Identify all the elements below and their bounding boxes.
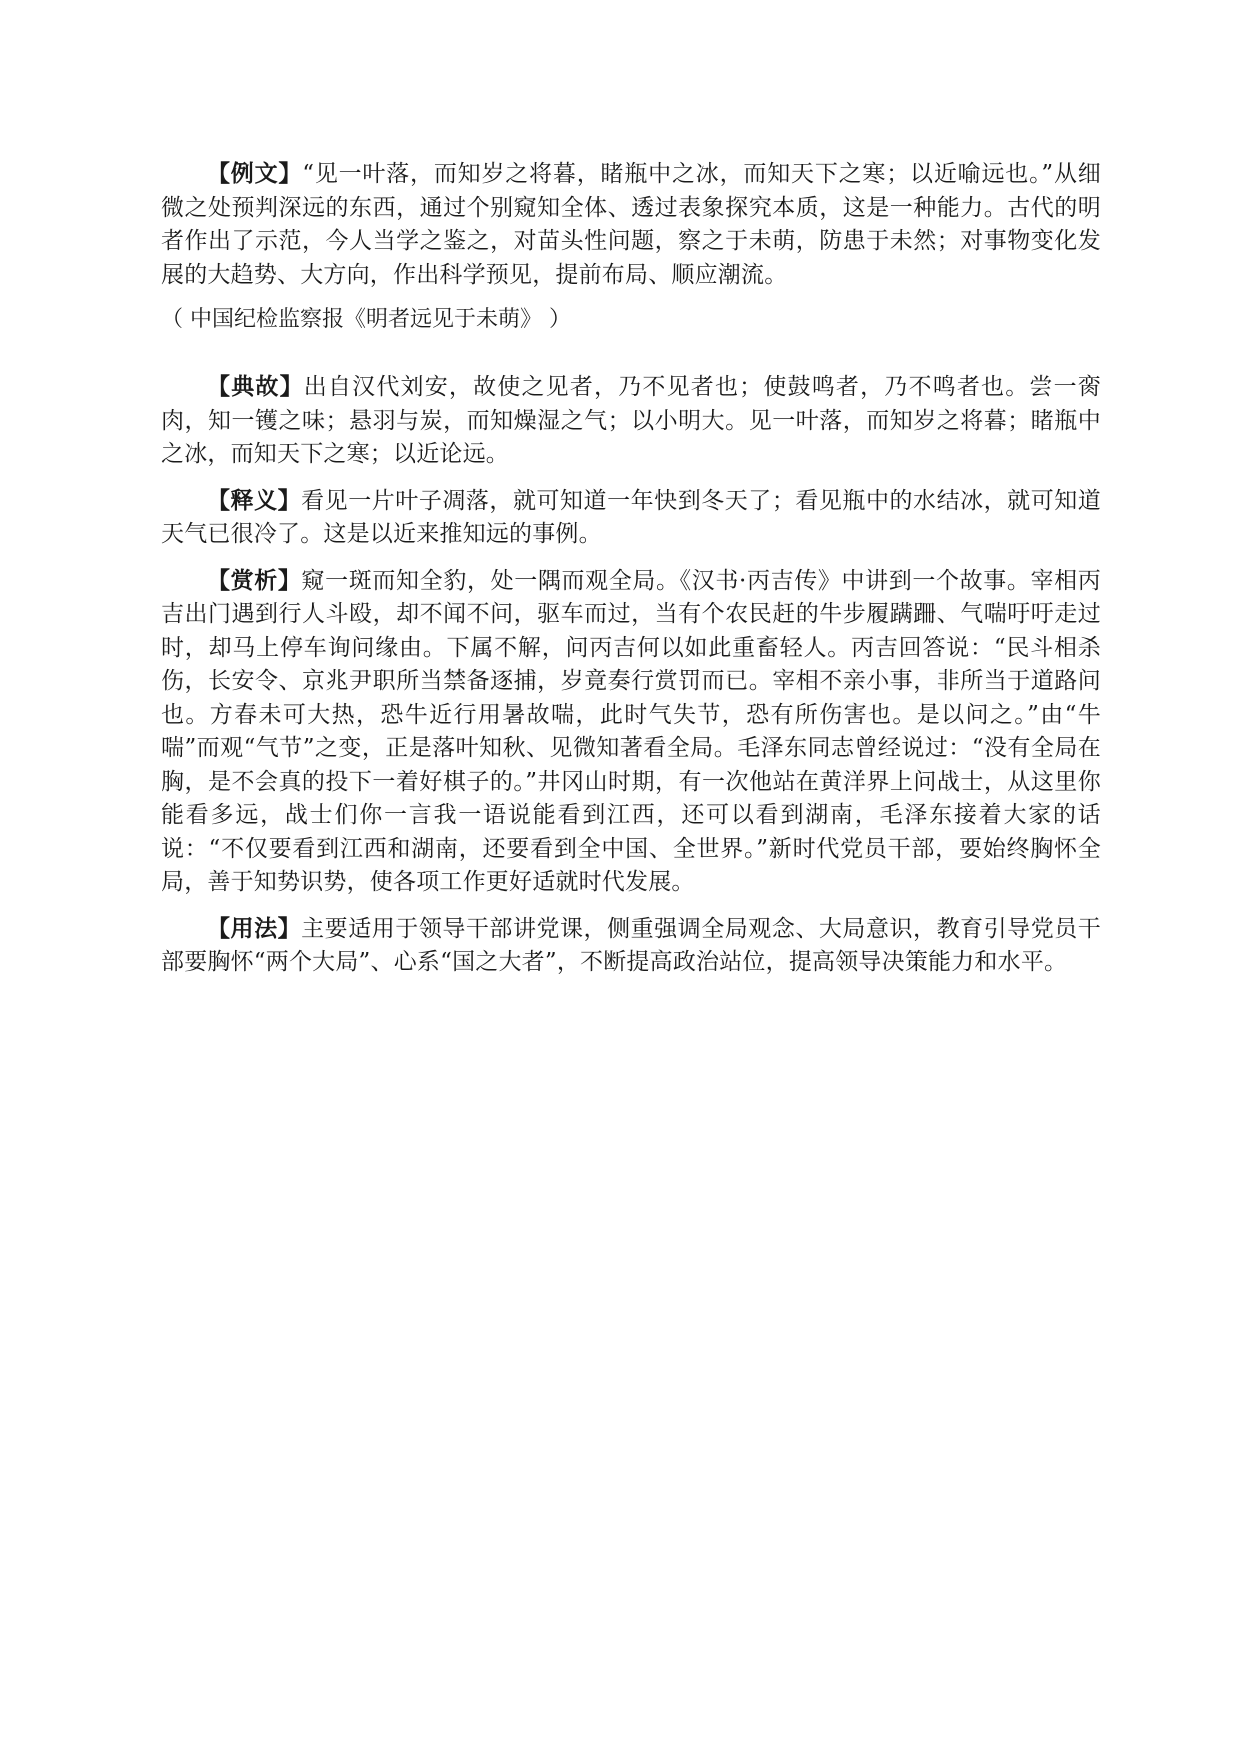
example-paragraph xyxy=(161,158,1101,292)
usage-paragraph xyxy=(161,913,1101,980)
allusion-tag: 【典故】 xyxy=(207,374,304,400)
meaning-tag: 【释义】 xyxy=(207,487,302,514)
meaning-paragraph xyxy=(161,485,1101,552)
example-text: “见一叶落，而知岁之将暮，睹瓶中之冰，而知天下之寒；以近喻远也。”从细微之处预判深远的东西，通过个别窥知全体、透过表象探究本质，这是一种能力。古代的明者作出了示范，今人当学之鉴之，对苗头性问题，察之于未萌，防患于未然；对事物变化发展的大趋势、大方向，作出科学预见，提前布局、顺应潮流。 xyxy=(161,161,1101,288)
allusion-paragraph xyxy=(161,371,1101,472)
usage-tag: 【用法】 xyxy=(207,915,302,942)
example-tag: 【例文】 xyxy=(207,161,303,187)
analysis-tag: 【赏析】 xyxy=(207,567,302,594)
usage-text: 主要适用于领导干部讲党课，侧重强调全局观念、大局意识，教育引导党员干部要胸怀“两个大局”、心系“国之大者”，不断提高政治站位，提高领导决策能力和水平。 xyxy=(161,915,1101,975)
document-page xyxy=(161,158,1101,993)
source-citation: （ 中国纪检监察报《明者远见于未萌》 ） xyxy=(161,307,571,332)
analysis-text: 窥一斑而知全豹，处一隅而观全局。《汉书·丙吉传》中讲到一个故事。宰相丙吉出门遇到行人斗殴，却不闻不问，驱车而过，当有个农民赶的牛步履蹒跚、气喘吁吁走过时，却马上停车询问缘由。下属不解，问丙吉何以如此重畜轻人。丙吉回答说：“民斗相杀伤，长安令、京兆尹职所当禁备逐捕，岁竟奏行赏罚而已。宰相不亲小事，非所当于道路问也。方春未可大热，恐牛近行用暑故喘，此时气失节，恐有所伤害也。是以问之。”由“牛喘”而观“气节”之变，正是落叶知秋、见微知著看全局。毛泽东同志曾经说过：“没有全局在胸，是不会真的投下一着好棋子的。”井冈山时期，有一次他站在黄洋界上问战士，从这里你能看多远，战士们你一言我一语说能看到江西，还可以看到湖南，毛泽东接着大家的话说：“不仅要看到江西和湖南，还要看到全中国、全世界。”新时代党员干部，要始终胸怀全局，善于知势识势，使各项工作更好适就时代发展。 xyxy=(161,567,1101,895)
allusion-text: 出自汉代刘安，故使之见者，乃不见者也；使鼓鸣者，乃不鸣者也。尝一脔肉，知一镬之味；悬羽与炭，而知燥湿之气；以小明大。见一叶落，而知岁之将暮；睹瓶中之冰，而知天下之寒；以近论远。 xyxy=(161,374,1101,467)
analysis-paragraph xyxy=(161,565,1101,900)
meaning-text: 看见一片叶子凋落，就可知道一年快到冬天了；看见瓶中的水结冰，就可知道天气已很冷了。这是以近来推知远的事例。 xyxy=(161,487,1101,547)
